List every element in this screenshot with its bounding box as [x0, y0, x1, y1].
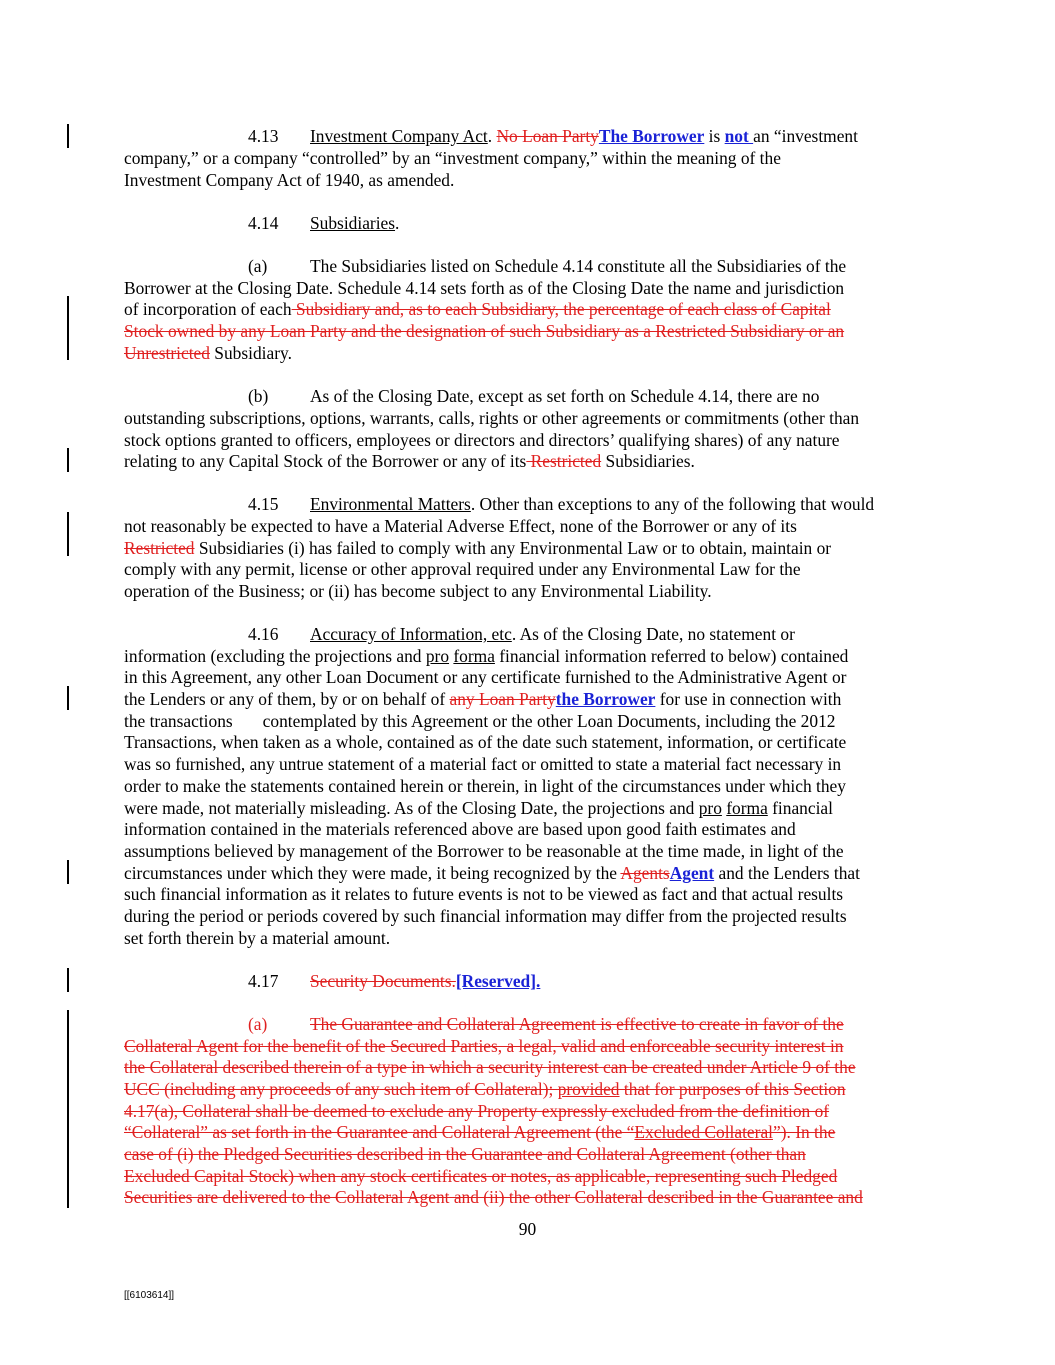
inserted-text: not	[724, 126, 754, 146]
s415-line-2: not reasonably be expected to have a Material Adverse Effect, none of the Borrower or any of its	[124, 516, 797, 536]
deleted-text: Subsidiary and, as to each Subsidiary, the percentage of each class of Capital	[291, 299, 831, 319]
s416-line-9: were made, not materially misleading. As of the Closing Date, the projections and pro forma financial	[124, 798, 833, 818]
s416-line-3: in this Agreement, any other Loan Document or any certificate furnished to the Administrative Agent or	[124, 667, 847, 687]
s416-line-15: set forth therein by a material amount.	[124, 928, 391, 948]
section-title: Subsidiaries	[310, 213, 396, 233]
section-number: 4.14	[248, 213, 279, 233]
s417a-line-1: (a) The Guarantee and Collateral Agreement is effective to create in favor of the	[248, 1014, 844, 1034]
change-bar	[67, 512, 69, 556]
inserted-text: The Borrower	[598, 126, 705, 146]
s415-line-3: Restricted Subsidiaries (i) has failed to comply with any Environmental Law or to obtain, maintain or	[124, 538, 832, 558]
section-number: 4.16	[248, 624, 279, 644]
s414b-line-1: (b) As of the Closing Date, except as set forth on Schedule 4.14, there are no	[248, 386, 820, 406]
page-number: 90	[518, 1219, 537, 1239]
change-bar	[67, 686, 69, 710]
s416-line-12: circumstances under which they were made, it being recognized by the AgentsAgent and the Lenders that	[124, 863, 860, 883]
s417a-line-8: Excluded Capital Stock) when any stock certificates or notes, as applicable, representing such Pledged	[124, 1166, 838, 1186]
s417a-line-5: 4.17(a), Collateral shall be deemed to exclude any Property expressly excluded from the definition of	[124, 1101, 830, 1121]
clause-label: (a)	[248, 1014, 268, 1034]
inserted-text: Agent	[669, 863, 715, 883]
s414a-line-2: Borrower at the Closing Date. Schedule 4.14 sets forth as of the Closing Date the name and jurisdiction	[124, 278, 845, 298]
deleted-text: Restricted	[124, 538, 195, 558]
deleted-text: Agents	[620, 863, 670, 883]
deleted-text: any Loan Party	[449, 689, 556, 709]
inserted-text: [Reserved].	[455, 971, 541, 991]
section-title: Investment Company Act	[310, 126, 488, 146]
deleted-text: Restricted	[526, 451, 602, 471]
change-bar	[67, 124, 69, 148]
clause-label: (b)	[248, 386, 269, 406]
s414b-line-4: relating to any Capital Stock of the Borrower or any of its Restricted Subsidiaries.	[124, 451, 695, 471]
s417a-line-9: Securities are delivered to the Collateral Agent and (ii) the other Collateral described in the Guarantee and	[124, 1187, 863, 1207]
s414a-line-5: Unrestricted Subsidiary.	[124, 343, 292, 363]
s416-line-5: the transactions contemplated by this Agreement or the other Loan Documents, including the 2012	[124, 711, 836, 731]
s417a-line-7: case of (i) the Pledged Securities described in the Guarantee and Collateral Agreement (other than	[124, 1144, 806, 1164]
s417a-line-3: the Collateral described therein of a type in which a security interest can be created under Article 9 of the	[124, 1057, 856, 1077]
s417-heading	[124, 971, 1055, 993]
s414a-line-1: (a) The Subsidiaries listed on Schedule 4.14 constitute all the Subsidiaries of the	[248, 256, 847, 276]
section-number: 4.17	[248, 971, 279, 991]
s415-line-4: comply with any permit, license or other approval required under any Environmental Law for the	[124, 559, 801, 579]
s416-line-14: during the period or periods covered by such financial information may differ from the projected results	[124, 906, 847, 926]
s414b-line-3: stock options granted to officers, employees or directors and directors’ qualifying shares) of any nature	[124, 430, 840, 450]
s416-line-6: Transactions, when taken as a whole, contained as of the date such statement, information, or certificate	[124, 732, 847, 752]
change-bar	[67, 296, 69, 360]
s413-line-3: Investment Company Act of 1940, as amended.	[124, 170, 455, 190]
s416-line-8: order to make the statements contained herein or therein, in light of the circumstances under which they	[124, 776, 846, 796]
change-bar	[67, 968, 69, 992]
section-title: Environmental Matters	[310, 494, 471, 514]
s414a-line-3: of incorporation of each Subsidiary and, as to each Subsidiary, the percentage of each class of Capital	[124, 299, 831, 319]
section-title: Accuracy of Information, etc	[310, 624, 512, 644]
s416-line-2: information (excluding the projections and pro forma financial information referred to below) contained	[124, 646, 849, 666]
deleted-text: Stock owned by any Loan Party and the designation of such Subsidiary as a Restricted Subsidiary or an	[124, 321, 845, 341]
deleted-text: Unrestricted	[124, 343, 210, 363]
s417a-line-4: UCC (including any proceeds of any such item of Collateral); provided that for purposes of this Section	[124, 1079, 846, 1099]
deleted-text: Security Documents.	[310, 971, 456, 991]
s415-line-5: operation of the Business; or (ii) has become subject to any Environmental Liability.	[124, 581, 712, 601]
change-bar	[67, 860, 69, 884]
change-bar	[67, 448, 69, 472]
section-number: 4.15	[248, 494, 279, 514]
s416-line-4: the Lenders or any of them, by or on behalf of any Loan Partythe Borrower for use in connection with	[124, 689, 842, 709]
deleted-text: No Loan Party	[496, 126, 599, 146]
s416-line-13: such financial information as it relates to future events is not to be viewed as fact and that actual results	[124, 884, 844, 904]
section-number: 4.13	[248, 126, 279, 146]
s416-line-11: assumptions believed by management of the Borrower to be reasonable at the time made, in light of the	[124, 841, 844, 861]
s413-line-1: 4.13 Investment Company Act. No Loan PartyThe Borrower is not an “investment	[248, 126, 858, 146]
clause-label: (a)	[248, 256, 268, 276]
change-bar	[67, 1010, 69, 1208]
s416-line-10: information contained in the materials referenced above are based upon good faith estimates and	[124, 819, 796, 839]
s417a-line-6: “Collateral” as set forth in the Guarantee and Collateral Agreement (the “Excluded Collateral”). In the	[124, 1122, 836, 1142]
s415-line-1: 4.15 Environmental Matters. Other than exceptions to any of the following that would	[248, 494, 875, 514]
s414b-line-2: outstanding subscriptions, options, warrants, calls, rights or other agreements or commitments (other than	[124, 408, 860, 428]
s417a-line-2: Collateral Agent for the benefit of the Secured Parties, a legal, valid and enforceable security interest in	[124, 1036, 844, 1056]
inserted-text: the Borrower	[555, 689, 656, 709]
s414a-line-4	[124, 321, 939, 343]
s416-line-1: 4.16 Accuracy of Information, etc. As of the Closing Date, no statement or	[248, 624, 795, 644]
s416-line-7: was so furnished, any untrue statement of a material fact or omitted to state a material fact necessary in	[124, 754, 842, 774]
s413-line-2: company,” or a company “controlled” by an “investment company,” within the meaning of the	[124, 148, 781, 168]
s414-heading: 4.14 Subsidiaries.	[248, 213, 400, 233]
document-id: [[6103614]]	[124, 1290, 175, 1301]
